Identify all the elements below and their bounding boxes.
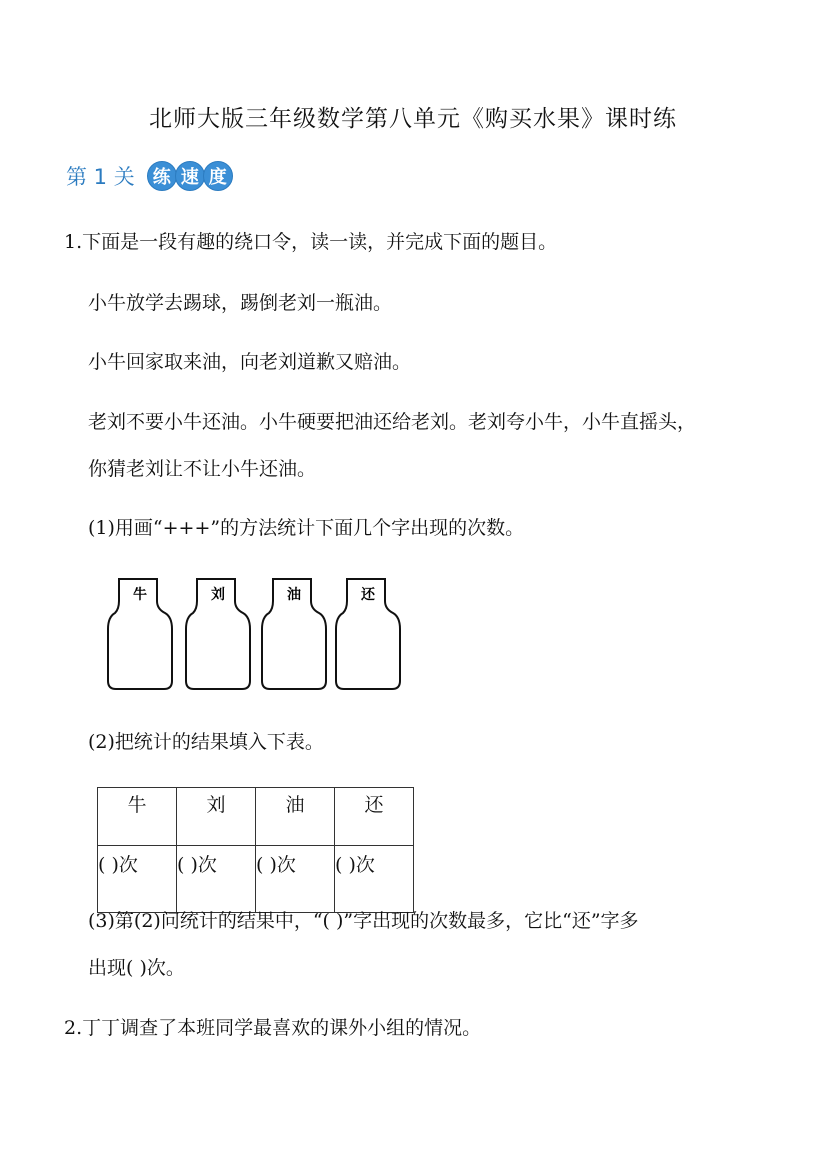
tally-header-row: [98, 788, 414, 846]
bottle-label-huan: 还: [361, 587, 375, 603]
tally-header-huan: 还: [335, 788, 414, 846]
tongue-twister-line-3: 老刘不要小牛还油。小牛硬要把油还给老刘。老刘夸小牛，小牛直摇头，: [88, 411, 697, 433]
bottle-niu: [108, 579, 172, 689]
bottle-you: [262, 579, 326, 689]
sub-question-3-line-1: (3)第(2)问统计的结果中，“( )”字出现的次数最多，它比“还”字多: [88, 910, 639, 932]
bottle-label-you: 油: [287, 587, 301, 603]
tally-answer-row: [98, 846, 414, 913]
tongue-twister-line-4: 你猜老刘让不让小牛还油。: [88, 458, 317, 480]
page-title: 北师大版三年级数学第八单元《购买水果》课时练: [149, 106, 677, 132]
question-2-prompt: 2.丁丁调查了本班同学最喜欢的课外小组的情况。: [64, 1017, 482, 1039]
tally-header-you: 油: [256, 788, 335, 846]
bottle-huan: [336, 579, 400, 689]
level-bubble-2: 速: [175, 161, 205, 191]
level-bubble-1: 练: [147, 161, 177, 191]
level-label: 第 1 关: [66, 165, 135, 189]
sub-question-3-line-2: 出现( )次。: [88, 957, 185, 979]
sub-question-2: (2)把统计的结果填入下表。: [88, 731, 324, 753]
tongue-twister-line-2: 小牛回家取来油，向老刘道歉又赔油。: [88, 351, 412, 373]
level-bubble-3: 度: [203, 161, 233, 191]
bottles-figure: [105, 575, 405, 693]
tally-header-niu: 牛: [98, 788, 177, 846]
tally-answer-liu[interactable]: ( )次: [177, 846, 256, 913]
tally-header-liu: 刘: [177, 788, 256, 846]
bottle-label-liu: 刘: [211, 587, 225, 603]
bottle-label-niu: 牛: [133, 587, 147, 603]
level-banner: [66, 161, 231, 191]
tally-answer-you[interactable]: ( )次: [256, 846, 335, 913]
tally-answer-niu[interactable]: ( )次: [98, 846, 177, 913]
tally-table: [97, 787, 414, 913]
question-1-prompt: 1.下面是一段有趣的绕口令，读一读，并完成下面的题目。: [64, 231, 558, 253]
tally-answer-huan[interactable]: ( )次: [335, 846, 414, 913]
bottle-liu: [186, 579, 250, 689]
tongue-twister-line-1: 小牛放学去踢球，踢倒老刘一瓶油。: [88, 292, 393, 314]
sub-question-1: (1)用画“+++”的方法统计下面几个字出现的次数。: [88, 517, 525, 539]
